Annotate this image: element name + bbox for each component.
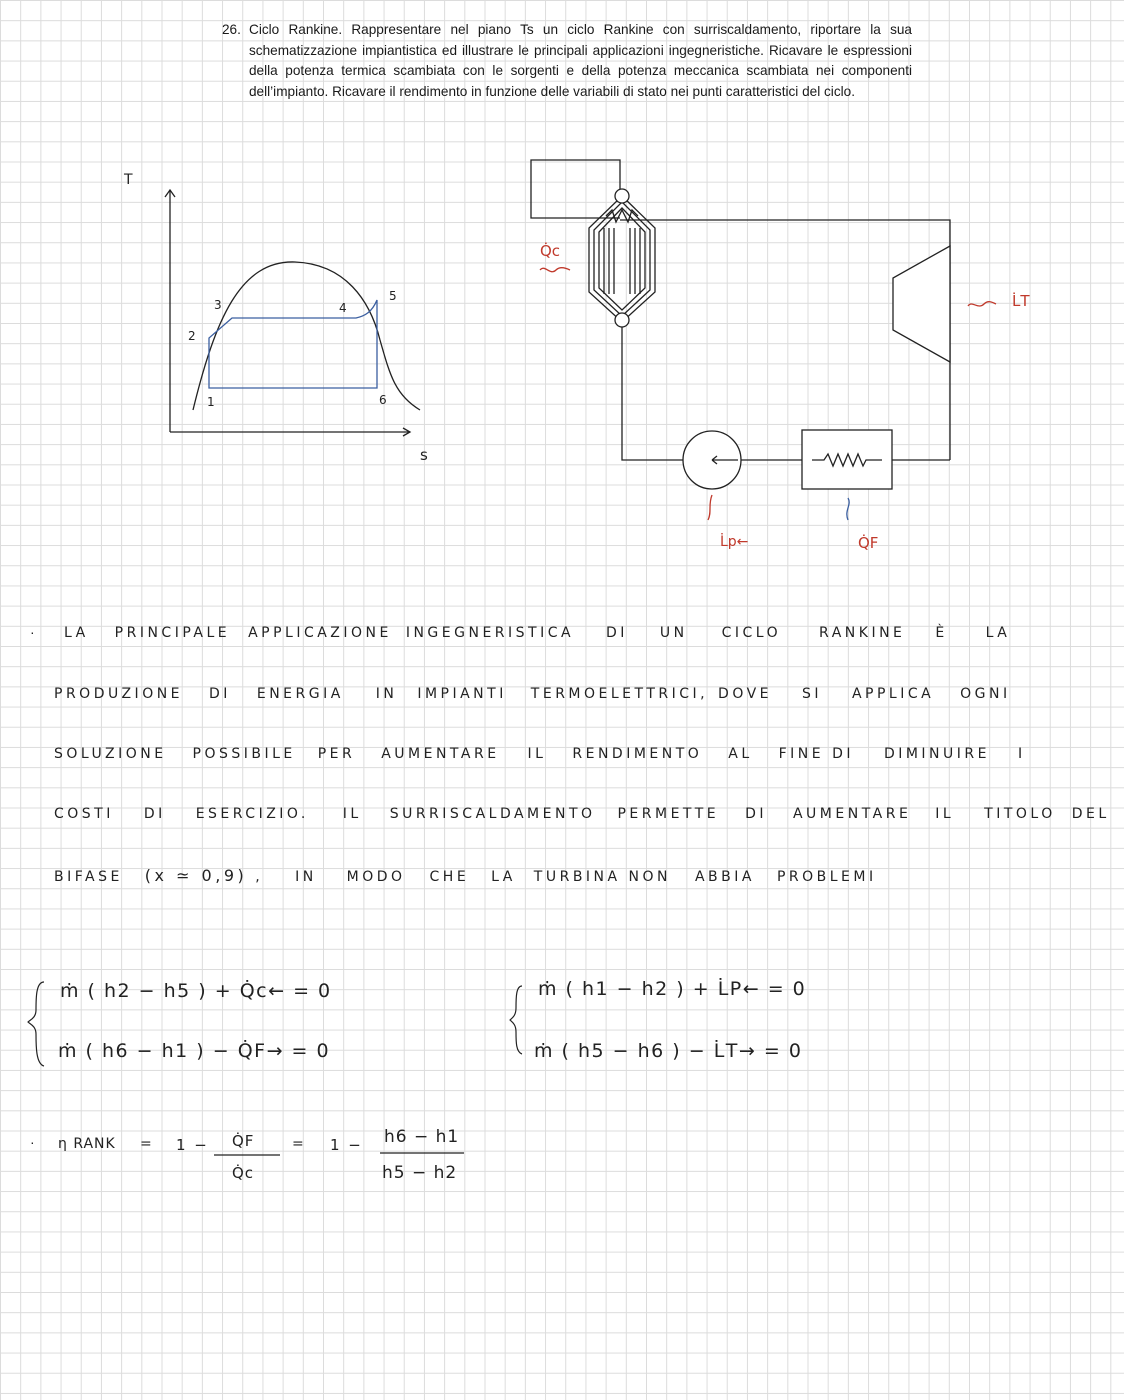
note-word: PROBLEMI bbox=[776, 869, 877, 885]
bullet-1: · bbox=[30, 624, 35, 640]
right-brace bbox=[510, 986, 522, 1054]
efficiency-lhs: η RANK bbox=[58, 1136, 116, 1152]
note-word: SOLUZIONE bbox=[54, 746, 167, 762]
turbine-work-label: L̇T bbox=[1012, 292, 1030, 310]
ts-y-label: T bbox=[124, 172, 133, 188]
equation-left-1: ṁ ( h2 − h5 ) + Q̇c← = 0 bbox=[60, 980, 332, 1002]
note-word: RANKINE bbox=[819, 625, 906, 641]
bullet-2: · bbox=[30, 1134, 35, 1150]
note-word: IL bbox=[527, 746, 547, 762]
note-word: DOVE bbox=[718, 686, 773, 702]
left-brace bbox=[28, 982, 44, 1066]
note-word: RENDIMENTO bbox=[572, 746, 703, 762]
condenser-heat-label: Q̇F bbox=[858, 534, 879, 552]
note-word: I bbox=[1017, 746, 1026, 762]
ts-point-3: 3 bbox=[214, 298, 222, 312]
efficiency-denominator-1: Q̇c bbox=[232, 1164, 255, 1182]
note-word: COSTI bbox=[54, 806, 114, 822]
efficiency-numerator-2: h6 − h1 bbox=[384, 1127, 460, 1147]
pipe-pump-to-boiler bbox=[622, 322, 683, 460]
note-word: DI bbox=[143, 806, 166, 822]
note-word: DEL bbox=[1071, 806, 1110, 822]
equation-left-2: ṁ ( h6 − h1 ) − Q̇F→ = 0 bbox=[58, 1040, 331, 1062]
note-word: LA bbox=[491, 869, 516, 885]
note-word: LA bbox=[985, 625, 1011, 641]
equation-right-2: ṁ ( h5 − h6 ) − L̇T→ = 0 bbox=[534, 1040, 803, 1062]
note-word: ENERGIA bbox=[256, 686, 344, 702]
note-word: APPLICA bbox=[851, 686, 935, 702]
efficiency-equals-2: = bbox=[292, 1136, 308, 1152]
note-word: PRINCIPALE bbox=[114, 625, 231, 641]
note-word: AUMENTARE bbox=[792, 806, 912, 822]
note-word: TURBINA NON bbox=[533, 869, 672, 885]
note-word: LA bbox=[64, 625, 89, 641]
note-word: AL bbox=[728, 746, 753, 762]
note-word: PER bbox=[317, 746, 356, 762]
note-word: BIFASE bbox=[54, 869, 123, 885]
note-word: (x ≃ 0,9) bbox=[144, 866, 248, 885]
note-word: INGEGNERISTICA bbox=[405, 625, 575, 641]
note-word: PRODUZIONE bbox=[54, 686, 184, 702]
note-word: ESERCIZIO. bbox=[195, 806, 309, 822]
efficiency-one-b: 1 − bbox=[330, 1136, 363, 1154]
ts-x-label: s bbox=[420, 446, 428, 464]
note-word: IN bbox=[375, 686, 398, 702]
turbine-work-squiggle bbox=[968, 302, 996, 306]
note-line-1 bbox=[64, 625, 1010, 641]
note-word: APPLICAZIONE bbox=[248, 625, 392, 641]
note-line-5 bbox=[54, 866, 877, 885]
equation-right-1: ṁ ( h1 − h2 ) + L̇P← = 0 bbox=[538, 978, 807, 1000]
ts-point-1: 1 bbox=[207, 395, 215, 409]
note-word: IMPIANTI bbox=[417, 686, 507, 702]
note-word: DI bbox=[606, 625, 628, 641]
note-word: SI bbox=[801, 686, 822, 702]
note-word: DI bbox=[208, 686, 231, 702]
ts-point-2: 2 bbox=[188, 329, 196, 343]
boiler-bypass-loop bbox=[531, 160, 620, 218]
pump-work-label: L̇p← bbox=[720, 534, 749, 550]
note-word: MODO bbox=[346, 869, 406, 885]
cycle-path bbox=[209, 300, 377, 388]
note-word: PERMETTE bbox=[617, 806, 720, 822]
efficiency-equals-1: = bbox=[140, 1136, 156, 1152]
note-word: TERMOELETTRICI, bbox=[530, 686, 709, 702]
note-line-4 bbox=[54, 806, 1110, 822]
ts-point-5: 5 bbox=[389, 289, 397, 303]
efficiency-denominator-2: h5 − h2 bbox=[382, 1163, 458, 1183]
note-word: CHE bbox=[429, 869, 470, 885]
note-line-3 bbox=[54, 746, 1026, 762]
note-word: OGNI bbox=[960, 686, 1011, 702]
note-word: IL bbox=[342, 806, 362, 822]
note-word: TITOLO bbox=[984, 806, 1056, 822]
pipe-boiler-to-turbine bbox=[620, 220, 950, 460]
turbine bbox=[893, 246, 950, 362]
boiler-heat-squiggle bbox=[540, 268, 570, 272]
ts-point-6: 6 bbox=[379, 393, 387, 407]
note-word: IL bbox=[935, 806, 955, 822]
note-word: DI bbox=[745, 806, 768, 822]
note-word: , bbox=[255, 869, 264, 885]
note-word: UN bbox=[659, 625, 688, 641]
note-word: AUMENTARE bbox=[381, 746, 500, 762]
note-line-2 bbox=[54, 686, 1011, 702]
note-word: IN bbox=[295, 869, 317, 885]
plant-schematic bbox=[531, 160, 996, 520]
note-word: POSSIBILE bbox=[192, 746, 296, 762]
note-word: SURRISCALDAMENTO bbox=[389, 806, 596, 822]
condenser-heat-squiggle bbox=[847, 498, 849, 520]
question-number: 26. bbox=[222, 22, 241, 37]
efficiency-numerator-1: Q̇F bbox=[232, 1132, 255, 1150]
ts-point-4: 4 bbox=[339, 301, 347, 315]
efficiency-one-a: 1 − bbox=[176, 1136, 209, 1154]
boiler-heat-label: Q̇c bbox=[540, 242, 561, 260]
note-word: DIMINUIRE bbox=[883, 746, 990, 762]
note-word: CICLO bbox=[721, 625, 782, 641]
boiler-heat-exchanger bbox=[589, 189, 655, 327]
note-word: FINE DI bbox=[778, 746, 854, 762]
question-text: Ciclo Rankine. Rappresentare nel piano Ts un ciclo Rankine con surriscaldamento, riportare la sua schematizzazione impiantistica ed illustrare le principali applicazioni ingegneristiche. Ricavare le espressioni della potenza termica scambiata con le sorgenti e della potenza meccanica scambiata nei componenti dell’impianto. Ricavare il rendimento in funzione delle variabili di stato nei punti caratteristici del ciclo. bbox=[249, 22, 912, 99]
note-word: È bbox=[935, 625, 948, 641]
pump-work-squiggle bbox=[708, 495, 712, 520]
note-word: ABBIA bbox=[694, 869, 755, 885]
